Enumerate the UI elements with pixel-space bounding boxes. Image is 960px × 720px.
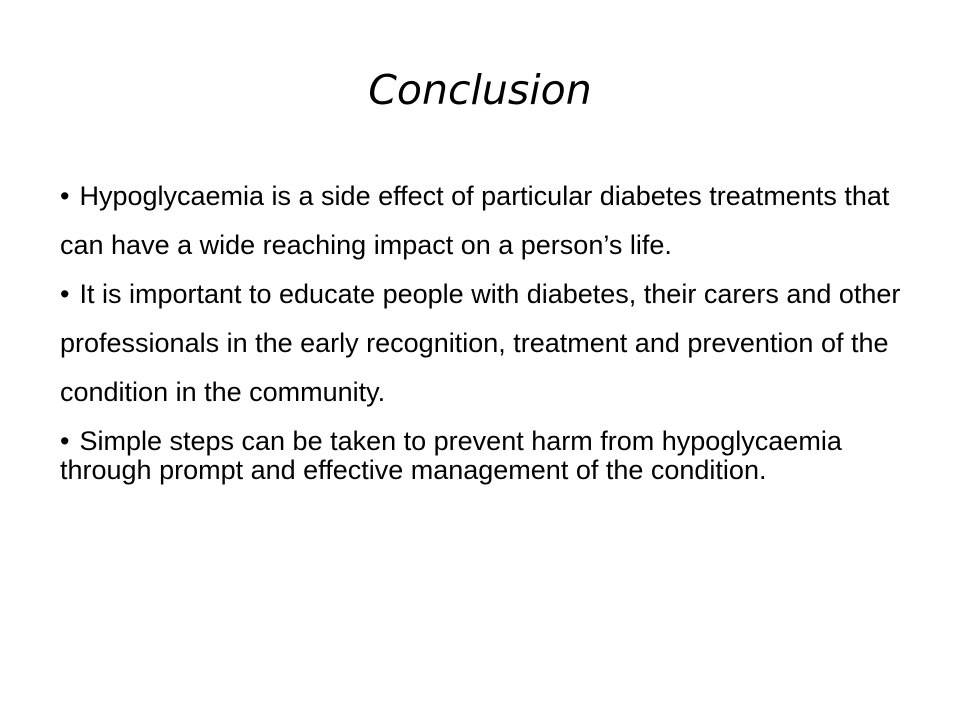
bullet-marker: • xyxy=(60,181,70,211)
bullet-text: It is important to educate people with diabetes, their carers and other professionals in the early recognition, treatment and prevention of the condition in the community. xyxy=(60,279,901,407)
bullet-text: Hypoglycaemia is a side effect of particular diabetes treatments that can have a wide reaching impact on a person’s life. xyxy=(60,181,890,260)
slide-title: Conclusion xyxy=(368,66,592,114)
bullet-item-2 xyxy=(60,270,920,417)
bullet-marker: • xyxy=(60,426,70,456)
bullet-marker: • xyxy=(60,279,70,309)
bullet-item-3 xyxy=(60,427,920,485)
bullet-list xyxy=(60,172,920,485)
bullet-item-1 xyxy=(60,172,920,270)
bullet-text: Simple steps can be taken to prevent harm from hypoglycaemia through prompt and effective management of the condition. xyxy=(60,426,842,485)
